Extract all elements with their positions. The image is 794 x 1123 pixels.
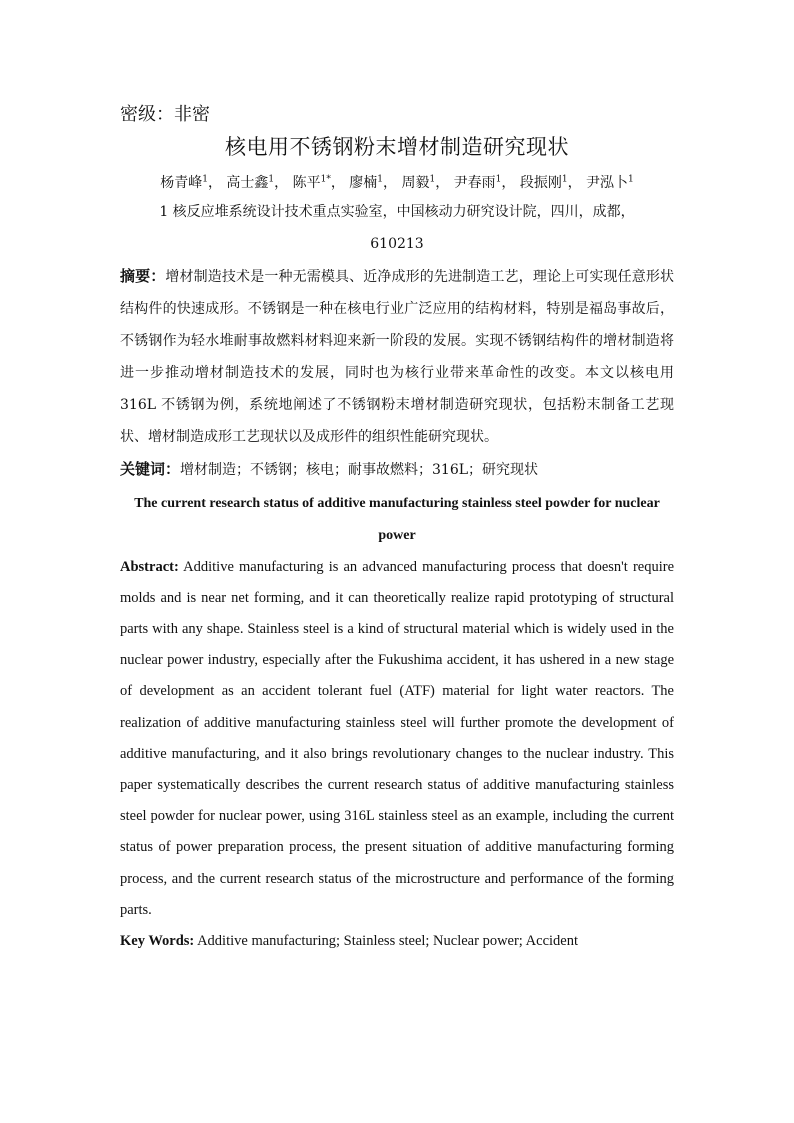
- paper-title-en: The current research status of additive manufacturing stainless steel powder for nuclear power: [134, 495, 660, 543]
- author-affiliation-mark: 1: [377, 174, 384, 184]
- author-name: 高士鑫: [226, 174, 269, 191]
- keywords-en-text: Additive manufacturing; Stainless steel; Nuclear power; Accident: [197, 933, 578, 950]
- author-separator: ，: [435, 174, 450, 191]
- author-affiliation-mark: 1: [268, 174, 275, 184]
- author-name: 尹春雨: [453, 174, 496, 191]
- affiliation: [120, 196, 674, 260]
- author-name: 周毅: [401, 174, 430, 191]
- paper-title-cn: 核电用不锈钢粉末增材制造研究现状: [225, 135, 569, 159]
- abstract-en-text: Additive manufacturing is an advanced manufacturing process that doesn't require molds and is near net forming, and it can theoretically realize rapid prototyping of structural parts with any shape. Stainless steel is a kind of structural material which is widely used in the nuclear power industry, especially after the Fukushima accident, it has ushered in a new stage of development as an accident tolerant fuel (ATF) material for light water reactors. The realization of additive manufacturing stainless steel will further promote the development of additive manufacturing, and it also brings revolutionary changes to the nuclear industry. This paper systematically describes the current research status of additive manufacturing stainless steel powder for nuclear power, using 316L stainless steel as an example, including the current status of power preparation process, the present situation of additive manufacturing forming process, and the current research status of the microstructure and performance of the forming parts.: [120, 558, 675, 918]
- author: [226, 175, 288, 191]
- author-separator: ，: [330, 174, 345, 191]
- author: [160, 175, 222, 191]
- abstract-en-label: Abstract:: [120, 558, 179, 575]
- author-affiliation-mark: 1: [495, 174, 502, 184]
- author-separator: ，: [274, 174, 289, 191]
- keywords-cn-label: 关键词：: [120, 459, 181, 478]
- author-affiliation-mark: 1: [561, 174, 568, 184]
- keywords-en: [120, 926, 674, 957]
- author-name: 陈平: [292, 174, 321, 191]
- author-affiliation-mark: 1: [202, 174, 208, 184]
- author-affiliation-mark: 1*: [320, 174, 331, 184]
- keywords-cn-text: 增材制造；不锈钢；核电；耐事故燃料；316L；研究现状: [180, 461, 539, 478]
- author-separator: ，: [207, 174, 222, 191]
- author-name: 廖楠: [349, 174, 378, 191]
- author-affiliation-mark: 1: [628, 174, 634, 184]
- keywords-en-label: Key Words:: [120, 933, 195, 950]
- author-name: 尹泓卜: [586, 174, 629, 191]
- keywords-cn: [120, 453, 674, 486]
- author-list: [120, 167, 674, 196]
- affiliation-line: 1 核反应堆系统设计技术重点实验室，中国核动力研究设计院，四川，成都，: [159, 203, 635, 220]
- paper-body: [120, 100, 674, 957]
- affiliation-postcode: 610213: [370, 235, 424, 252]
- author-separator: ，: [501, 174, 516, 191]
- abstract-cn-label: 摘要：: [120, 266, 166, 285]
- author: [401, 175, 449, 191]
- abstract-cn-text: 增材制造技术是一种无需模具、近净成形的先进制造工艺，理论上可实现任意形状结构件的快速成形。不锈钢是一种在核电行业广泛应用的结构材料，特别是福岛事故后，不锈钢作为轻水堆耐事故燃料材料迎来新一阶段的发展。实现不锈钢结构件的增材制造将进一步推动增材制造技术的发展，同时也为核行业带来革命性的改变。本文以核电用 316L 不锈钢为例，系统地阐述了不锈钢粉末增材制造研究现状，包括粉末制备工艺现状、增材制造成形工艺现状以及成形件的组织性能研究现状。: [120, 268, 674, 445]
- author-separator: ，: [383, 174, 398, 191]
- author: [454, 175, 516, 191]
- author-name: 杨青峰: [160, 174, 203, 191]
- author-name: 段振刚: [519, 174, 562, 191]
- author: [349, 175, 397, 191]
- author: [520, 175, 582, 191]
- author-affiliation-mark: 1: [429, 174, 436, 184]
- author: [293, 175, 345, 191]
- author: [586, 175, 634, 191]
- security-classification: 密级：非密: [120, 104, 210, 125]
- abstract-en: [120, 552, 674, 926]
- author-separator: ，: [567, 174, 582, 191]
- abstract-cn: [120, 260, 674, 453]
